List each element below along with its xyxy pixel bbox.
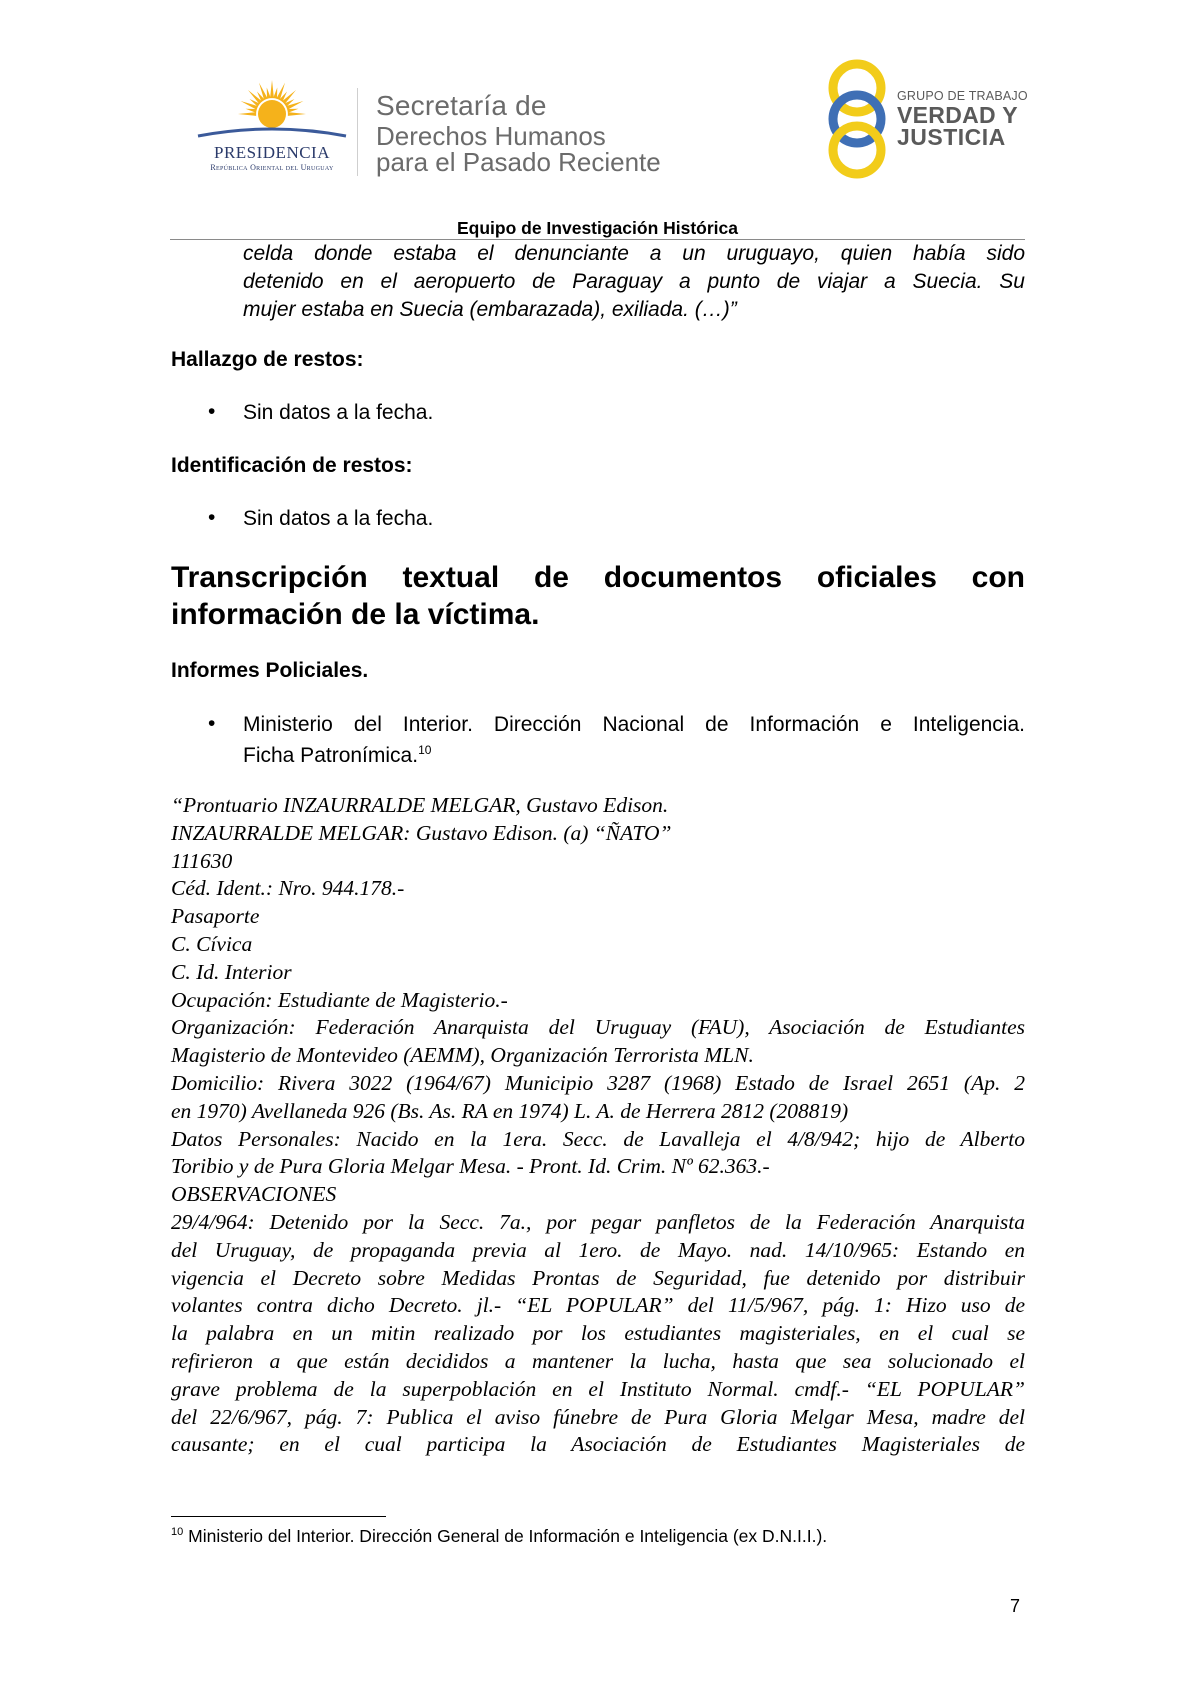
interlocked-rings-icon	[822, 58, 892, 180]
document-line: Datos Personales: Nacido en la 1era. Secc. de Lavalleja el 4/8/942; hijo de Alberto	[171, 1126, 1025, 1151]
sun-ray	[273, 88, 277, 99]
document-line: C. Cívica	[171, 931, 253, 956]
informes-item-text: Ficha Patronímica.	[243, 744, 419, 767]
sun-ray	[270, 80, 274, 98]
grupo-line-1: GRUPO DE TRABAJO	[897, 89, 1028, 103]
transcripcion-heading-line-2: información de la víctima.	[171, 598, 540, 631]
informes-item-line-1: Ministerio del Interior. Dirección Nacional de Información e Inteligencia.	[243, 713, 1025, 736]
header-divider	[357, 88, 358, 176]
presidencia-logo-subtitle: República Oriental del Uruguay	[210, 163, 334, 172]
document-line: Domicilio: Rivera 3022 (1964/67) Municipio 3287 (1968) Estado de Israel 2651 (Ap. 2	[171, 1070, 1025, 1095]
sun-disc	[258, 100, 286, 128]
hallazgo-heading: Hallazgo de restos:	[171, 348, 364, 371]
document-line: vigencia el Decreto sobre Medidas Prontas de Seguridad, fue detenido por distribuir	[171, 1265, 1025, 1290]
grupo-line-2: VERDAD Y	[897, 102, 1018, 128]
quote-line: celda donde estaba el denunciante a un uruguayo, quien había sido	[243, 242, 1025, 265]
footnote	[171, 1526, 827, 1547]
document-line: refirieron a que están decididos a mantener la lucha, hasta que sea solucionado el	[171, 1348, 1025, 1373]
secretaria-line-2: Derechos Humanos	[376, 121, 606, 151]
sun-ray	[288, 112, 306, 116]
document-line: “Prontuario INZAURRALDE MELGAR, Gustavo Edison.	[171, 793, 669, 817]
informes-item-line-2	[243, 743, 431, 768]
document-line: Organización: Federación Anarquista del Uruguay (FAU), Asociación de Estudiantes	[171, 1015, 1025, 1040]
secretaria-line-1: Secretaría de	[376, 90, 547, 121]
document-line: Magisterio de Montevideo (AEMM), Organización Terrorista MLN.	[171, 1043, 754, 1068]
transcripcion-heading-line-1: Transcripción textual de documentos oficiales con	[171, 561, 1025, 594]
document-line: Céd. Ident.: Nro. 944.178.-	[171, 876, 405, 901]
team-title: Equipo de Investigación Histórica	[456, 218, 739, 238]
footnote-ref: 10	[418, 743, 432, 757]
page-number: 7	[1010, 1596, 1021, 1616]
footnote-rule	[171, 1516, 386, 1517]
document-line: 111630	[171, 848, 233, 873]
footnote-number: 10	[171, 1526, 184, 1539]
document-line: Toribio y de Pura Gloria Melgar Mesa. - Pront. Id. Crim. Nº 62.363.-	[171, 1154, 770, 1179]
document-line: Ocupación: Estudiante de Magisterio.-	[171, 987, 508, 1012]
bullet-dot: •	[208, 712, 216, 735]
document-line: la palabra en un mitin realizado por los estudiantes magisteriales, en el cual se	[171, 1321, 1025, 1346]
bullet-dot: •	[208, 400, 216, 423]
quote-line: detenido en el aeropuerto de Paraguay a punto de viajar a Suecia. Su	[243, 270, 1025, 293]
document-line: Pasaporte	[171, 904, 260, 929]
sun-ray	[238, 112, 256, 116]
grupo-line-3: JUSTICIA	[897, 124, 1006, 150]
sun-ray	[246, 109, 257, 113]
ring-bottom	[833, 126, 881, 174]
document-line: en 1970) Avellaneda 926 (Bs. As. RA en 1974) L. A. de Herrera 2812 (208819)	[171, 1098, 849, 1123]
sun-ray	[287, 109, 298, 113]
secretaria-line-3: para el Pasado Reciente	[376, 147, 661, 177]
hallazgo-item: Sin datos a la fecha.	[243, 401, 434, 424]
sun-ray	[267, 88, 271, 99]
identificacion-item: Sin datos a la fecha.	[243, 507, 434, 530]
document-line: C. Id. Interior	[171, 959, 292, 984]
quote-line: mujer estaba en Suecia (embarazada), exiliada. (…)”	[243, 298, 737, 321]
presidencia-logo-text: PRESIDENCIA	[213, 143, 330, 162]
document-line: volantes contra dicho Decreto. jl.- “EL POPULAR” del 11/5/967, pág. 1: Hizo uso de	[171, 1293, 1025, 1318]
document-line: INZAURRALDE MELGAR: Gustavo Edison. (a) “ÑATO”	[171, 820, 672, 845]
document-line: del Uruguay, de propaganda previa al 1ero. de Mayo. nad. 14/10/965: Estando en	[171, 1237, 1025, 1262]
document-line: causante; en el cual participa la Asociación de Estudiantes Magisteriales de	[171, 1432, 1025, 1457]
horizon-arc	[198, 129, 346, 136]
footnote-text: Ministerio del Interior. Dirección General de Información e Inteligencia (ex D.N.I.I.).	[188, 1526, 828, 1546]
document-line: 29/4/964: Detenido por la Secc. 7a., por pegar panfletos de la Federación Anarquista	[171, 1209, 1025, 1234]
document-transcription	[171, 792, 1025, 1459]
identificacion-heading: Identificación de restos:	[171, 454, 413, 477]
bullet-dot: •	[208, 506, 216, 529]
document-line: OBSERVACIONES	[171, 1182, 337, 1207]
document-line: del 22/6/967, pág. 7: Publica el aviso fúnebre de Pura Gloria Melgar Mesa, madre del	[171, 1404, 1025, 1429]
informes-heading: Informes Policiales.	[171, 659, 369, 682]
document-line: grave problema de la superpoblación en el Instituto Normal. cmdf.- “EL POPULAR”	[171, 1376, 1025, 1401]
